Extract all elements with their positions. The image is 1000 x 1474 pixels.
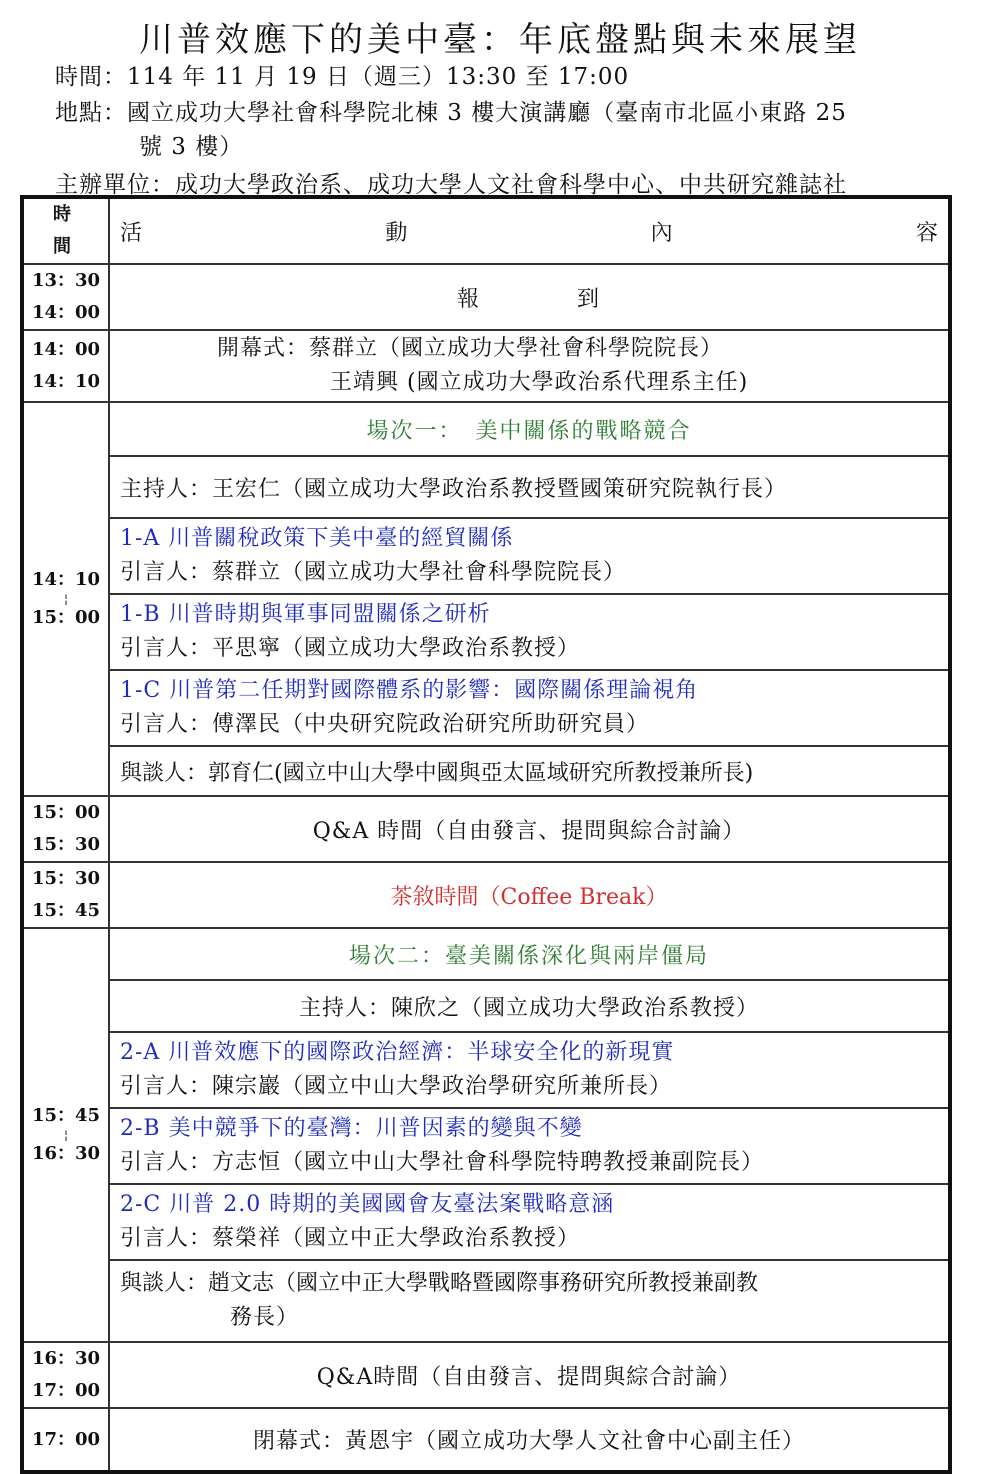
qa-session-1: Q&A 時間（自由發言、提問與綜合討論）	[109, 796, 950, 862]
time-end: 16：30	[31, 1143, 101, 1164]
topic-speaker: 引言人：蔡榮祥（國立中正大學政治系教授）	[120, 1226, 581, 1251]
header-content	[109, 197, 950, 264]
topic-title: 1-C 川普第二任期對國際體系的影響：國際關係理論視角	[120, 678, 699, 703]
time-start: 15：45	[31, 1105, 101, 1126]
time-cell-session2	[22, 928, 109, 1342]
header-content-char: 容	[915, 220, 938, 246]
session1-topic-b	[109, 594, 950, 670]
session1-topic-c-row	[22, 670, 950, 746]
topic-speaker: 引言人：傅澤民（中央研究院政治研究所助研究員）	[120, 712, 650, 737]
place-value-line1: 國立成功大學社會科學院北棟 3 樓大演講廳（臺南市北區小東路 25	[127, 100, 847, 126]
session1-host: 主持人：王宏仁（國立成功大學政治系教授暨國策研究院執行長）	[109, 456, 950, 518]
agenda-row-closing	[22, 1408, 950, 1472]
agenda-row-qa2	[22, 1342, 950, 1408]
agenda-row-break	[22, 862, 950, 928]
agenda-row-qa1	[22, 796, 950, 862]
session2-discussant	[109, 1260, 950, 1342]
time-start: 16：30	[31, 1348, 101, 1369]
session1-topic-a-row	[22, 518, 950, 594]
session2-title: 場次二：臺美關係深化與兩岸僵局	[109, 928, 950, 980]
org-value: 成功大學政治系、成功大學人文社會科學中心、中共研究雜誌社	[175, 172, 847, 198]
discussant-line-2: 務長）	[230, 1305, 300, 1330]
time-label: 時間：	[55, 64, 127, 90]
registration: 報 到	[109, 264, 950, 330]
event-place	[55, 94, 847, 127]
topic-speaker: 引言人：平思寧（國立成功大學政治系教授）	[120, 636, 581, 661]
time-start: 14：10	[31, 569, 101, 590]
closing-ceremony: 閉幕式：黃恩宇（國立成功大學人文社會中心副主任）	[109, 1408, 950, 1472]
time-separator: ¦	[63, 1128, 69, 1142]
time-separator: ¦	[63, 592, 69, 606]
session1-topic-a	[109, 518, 950, 594]
time-cell	[22, 1342, 109, 1408]
session2-discussant-row	[22, 1260, 950, 1342]
session2-host: 主持人：陳欣之（國立成功大學政治系教授）	[109, 980, 950, 1032]
agenda-row-opening	[22, 330, 950, 402]
qa-session-2: Q&A時間（自由發言、提問與綜合討論）	[109, 1342, 950, 1408]
time-end: 15：00	[31, 607, 101, 628]
topic-speaker: 引言人：陳宗巖（國立中山大學政治學研究所兼所長）	[120, 1074, 673, 1099]
time-cell	[22, 264, 109, 330]
place-value-line2: 號 3 樓）	[139, 134, 244, 160]
session1-title: 場次一： 美中關係的戰略競合	[109, 402, 950, 456]
session1-topic-b-row	[22, 594, 950, 670]
topic-title: 1-B 川普時期與軍事同盟關係之研析	[120, 602, 491, 627]
agenda-row-registration	[22, 264, 950, 330]
event-time	[55, 58, 629, 91]
topic-title: 1-A 川普關稅政策下美中臺的經貿關係	[120, 526, 514, 551]
opening-speaker-1: 開幕式：蔡群立（國立成功大學社會科學院院長）	[217, 336, 724, 361]
opening-speaker-2: 王靖興 (國立成功大學政治系代理系主任)	[330, 370, 749, 395]
agenda-table	[20, 195, 952, 1474]
time-end: 15：45	[31, 900, 101, 921]
time-cell	[22, 862, 109, 928]
topic-title: 2-A 川普效應下的國際政治經濟：半球安全化的新現實	[120, 1040, 675, 1065]
session2-topic-c	[109, 1184, 950, 1260]
header-content-char: 活	[120, 220, 143, 246]
discussant-line-1: 與談人：趙文志（國立中正大學戰略暨國際事務研究所教授兼副教	[120, 1271, 759, 1296]
header-time: 時 間	[22, 197, 109, 264]
session2-host-row	[22, 980, 950, 1032]
session1-title-row	[22, 402, 950, 456]
session2-topic-b-row	[22, 1108, 950, 1184]
time-start: 13：30	[31, 270, 101, 291]
topic-speaker: 引言人：方志恒（國立中山大學社會科學院特聘教授兼副院長）	[120, 1150, 765, 1175]
page-title: 川普效應下的美中臺：年底盤點與未來展望	[139, 20, 861, 60]
time-cell	[22, 330, 109, 402]
time-end: 14：00	[31, 302, 101, 323]
time-cell	[22, 1408, 109, 1472]
session1-discussant: 與談人：郭育仁(國立中山大學中國與亞太區域研究所教授兼所長)	[109, 746, 950, 796]
time-start: 15：30	[31, 868, 101, 889]
org-label: 主辦單位：	[55, 172, 175, 198]
session2-topic-a	[109, 1032, 950, 1108]
time-start: 17：00	[31, 1428, 101, 1450]
time-cell-session1	[22, 402, 109, 796]
session1-host-row	[22, 456, 950, 518]
session2-topic-b	[109, 1108, 950, 1184]
coffee-break: 茶敘時間（Coffee Break）	[109, 862, 950, 928]
place-label: 地點：	[55, 100, 127, 126]
time-start: 15：00	[31, 802, 101, 823]
session2-title-row	[22, 928, 950, 980]
time-end: 17：00	[31, 1380, 101, 1401]
topic-speaker: 引言人：蔡群立（國立成功大學社會科學院院長）	[120, 560, 627, 585]
time-value: 114 年 11 月 19 日（週三）13:30 至 17:00	[127, 64, 630, 90]
time-end: 14：10	[31, 371, 101, 392]
header-content-char: 內	[650, 220, 673, 246]
session1-topic-c	[109, 670, 950, 746]
opening-ceremony	[109, 330, 950, 402]
session2-topic-c-row	[22, 1184, 950, 1260]
time-start: 14：00	[31, 339, 101, 360]
header-content-char: 動	[385, 220, 408, 246]
agenda-header-row	[22, 197, 950, 264]
time-cell	[22, 796, 109, 862]
topic-title: 2-B 美中競爭下的臺灣：川普因素的變與不變	[120, 1116, 583, 1141]
topic-title: 2-C 川普 2.0 時期的美國國會友臺法案戰略意涵	[120, 1192, 615, 1217]
time-end: 15：30	[31, 834, 101, 855]
session2-topic-a-row	[22, 1032, 950, 1108]
session1-discussant-row	[22, 746, 950, 796]
